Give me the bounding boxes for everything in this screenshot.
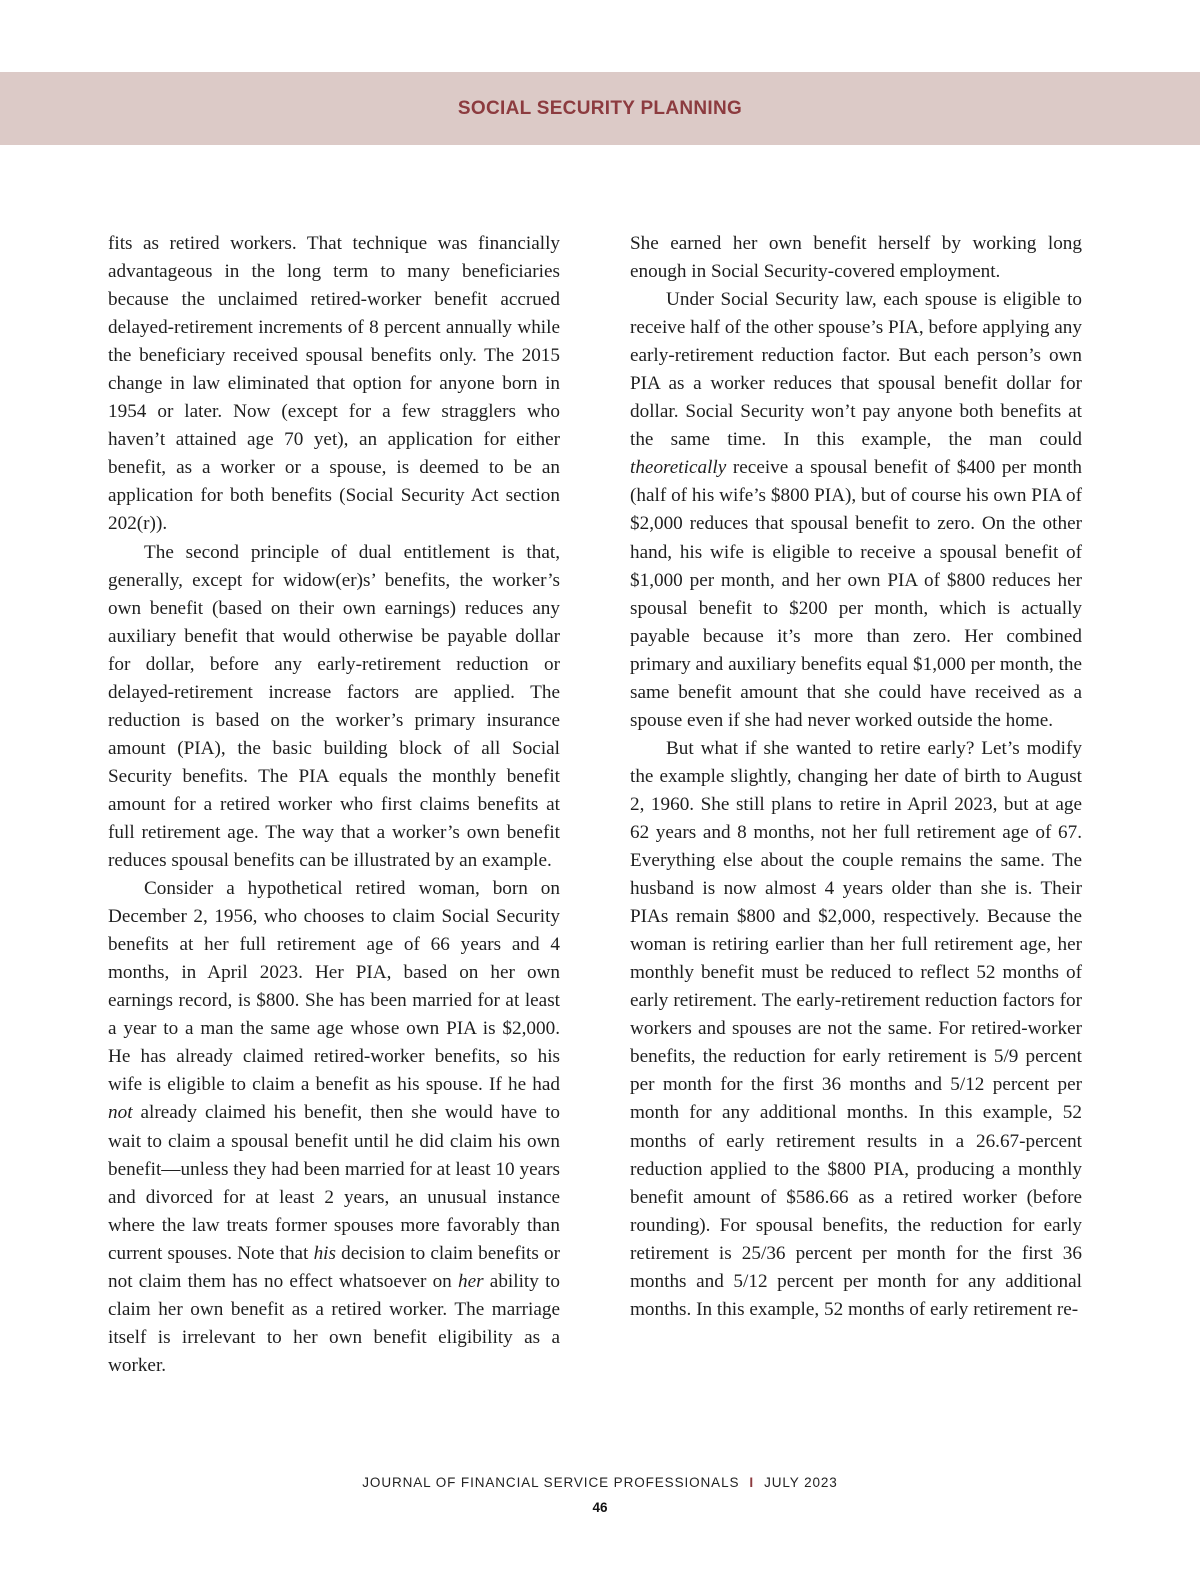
section-title: SOCIAL SECURITY PLANNING <box>457 98 743 119</box>
left-paragraph-3 <box>108 875 560 1380</box>
left-p3-emphasis-her: her <box>458 1270 484 1292</box>
page-number: 46 <box>592 1500 608 1515</box>
footer-separator: I <box>749 1475 755 1490</box>
right-paragraph-1: She earned her own benefit herself by working long enough in Social Security-covered employment. <box>630 233 1082 283</box>
left-p3-emphasis-not: not <box>108 1102 133 1124</box>
header-band <box>0 72 1200 145</box>
left-p3-text-b: already claimed his benefit, then she would have to wait to claim a spousal benefit until he did claim his own benefit—unless they had been married for at least 10 years and divorced for at least 2 years, an unusual instance where the law treats former spouses more favorably than current spouses. Note that <box>108 1102 560 1264</box>
left-column <box>108 230 560 1380</box>
right-paragraph-2 <box>630 286 1082 735</box>
left-paragraph-1: fits as retired workers. That technique was financially advantageous in the long term to many beneficiaries because the unclaimed retired-worker benefit accrued delayed-retirement increments of 8 percent annually while the beneficiary received spousal benefits only. The 2015 change in law eliminated that option for anyone born in 1954 or later. Now (except for a few stragglers who haven’t attained age 70 yet), an application for either benefit, as a worker or a spouse, is deemed to be an application for both benefits (Social Security Act section 202(r)). <box>108 233 560 535</box>
right-p2-emphasis-theoretically: theoretically <box>630 457 727 479</box>
right-p2-text-a: Under Social Security law, each spouse is eligible to receive half of the other spouse’s PIA, before applying any early-retirement reduction factor. But each person’s own PIA as a worker reduces that spousal benefit dollar for dollar. Social Security won’t pay anyone both benefits at the same time. In this example, the man could <box>630 289 1082 451</box>
footer-journal-name: JOURNAL OF FINANCIAL SERVICE PROFESSIONALS <box>362 1475 740 1490</box>
right-paragraph-3: But what if she wanted to retire early? Let’s modify the example slightly, changing her date of birth to August 2, 1960. She still plans to retire in April 2023, but at age 62 years and 8 months, not her full retirement age of 67. Everything else about the couple remains the same. The husband is now almost 4 years older than she is. Their PIAs remain $800 and $2,000, respectively. Because the woman is retiring earlier than her full retirement age, her monthly benefit must be reduced to reflect 52 months of early retirement. The early-retirement reduction factors for workers and spouses are not the same. For retired-worker benefits, the reduction for early retirement is 5/9 percent per month for the first 36 months and 5/12 percent per month for any additional months. In this example, 52 months of early retirement results in a 26.67-percent reduction applied to the $800 PIA, producing a monthly benefit amount of $586.66 as a retired worker (before rounding). For spousal benefits, the reduction for early retirement is 25/36 percent per month for the first 36 months and 5/12 percent per month for any additional months. In this example, 52 months of early retirement re- <box>630 737 1082 1320</box>
left-p3-text-c: decision to claim benefits or not claim them has no effect whatsoever on <box>108 1242 560 1292</box>
footer-journal-line <box>0 1475 1200 1490</box>
left-paragraph-2: The second principle of dual entitlement is that, generally, except for widow(er)s’ benefits, the worker’s own benefit (based on their own earnings) reduces any auxiliary benefit that would otherwise be payable dollar for dollar, before any early-retirement reduction or delayed-retirement increase factors are applied. The reduction is based on the worker’s primary insurance amount (PIA), the basic building block of all Social Security benefits. The PIA equals the monthly benefit amount for a retired worker who first claims benefits at full retirement age. The way that a worker’s own benefit reduces spousal benefits can be illustrated by an example. <box>108 541 560 872</box>
right-p2-text-b: receive a spousal benefit of $400 per month (half of his wife’s $800 PIA), but of course his own PIA of $2,000 reduces that spousal benefit to zero. On the other hand, his wife is eligible to receive a spousal benefit of $1,000 per month, and her own PIA of $800 reduces her spousal benefit to $200 per month, which is actually payable because it’s more than zero. Her combined primary and auxiliary benefits equal $1,000 per month, the same benefit amount that she could have received as a spouse even if she had never worked outside the home. <box>630 457 1082 731</box>
left-p3-text-a: Consider a hypothetical retired woman, born on December 2, 1956, who chooses to claim Social Security benefits at her full retirement age of 66 years and 4 months, in April 2023. Her PIA, based on her own earnings record, is $800. She has been married for at least a year to a man the same age whose own PIA is $2,000. He has already claimed retired-worker benefits, so his wife is eligible to claim a benefit as his spouse. If he had <box>108 878 560 1096</box>
footer-date: JULY 2023 <box>764 1475 838 1490</box>
right-column <box>630 230 1082 1324</box>
left-p3-text-d: ability to claim her own benefit as a retired worker. The marriage itself is irrelevant to her own benefit eligibility as a worker. <box>108 1270 560 1376</box>
left-p3-emphasis-his: his <box>313 1242 336 1264</box>
